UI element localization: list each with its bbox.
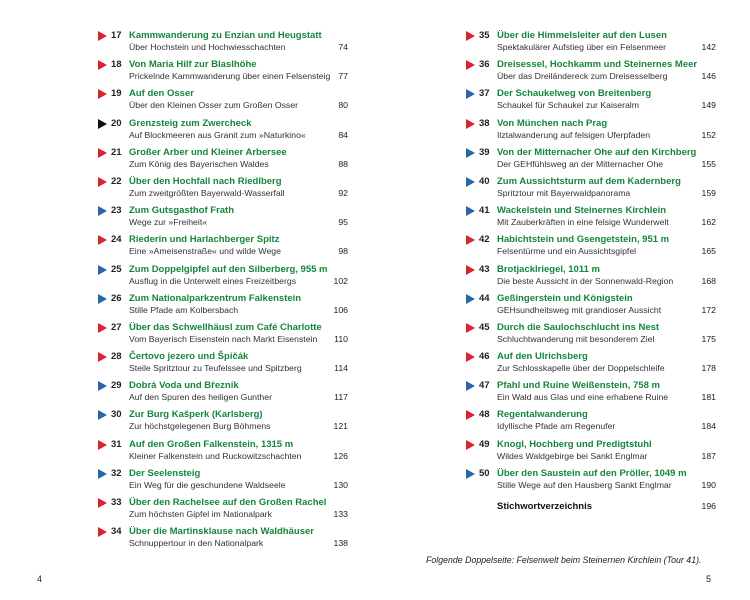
tour-number: 24: [111, 234, 122, 246]
tour-number: 31: [111, 438, 122, 450]
difficulty-marker-icon: [98, 381, 107, 391]
tour-number: 35: [479, 30, 490, 41]
toc-entry[interactable]: [98, 523, 348, 552]
tour-number: 40: [479, 175, 490, 187]
tour-subtitle: Zum König des Bayerischen Waldes: [129, 158, 269, 169]
tour-subtitle: Stille Pfade am Kolbersbach: [129, 304, 239, 315]
tour-title: Großer Arber und Kleiner Arbersee: [129, 146, 287, 158]
difficulty-marker-icon: [98, 235, 107, 245]
tour-page-number: 146: [701, 71, 716, 82]
difficulty-marker-icon: [98, 177, 107, 187]
index-entry[interactable]: [466, 498, 716, 518]
toc-entry[interactable]: [98, 377, 348, 406]
tour-page-number: 77: [338, 71, 348, 82]
tour-title: Knogl, Hochberg und Predigtstuhl: [497, 438, 652, 450]
tour-subtitle: Schnuppertour in den Nationalpark: [129, 538, 264, 549]
tour-title: Auf den Großen Falkenstein, 1315 m: [129, 438, 294, 450]
toc-entry[interactable]: [466, 348, 716, 377]
tour-number: 38: [479, 117, 490, 129]
tour-number: 19: [111, 88, 122, 100]
tour-number: 39: [479, 146, 490, 158]
tour-title: Kammwanderung zu Enzian und Heugstatt: [129, 30, 322, 41]
tour-number: 26: [111, 292, 122, 304]
toc-entry[interactable]: [466, 56, 716, 85]
tour-page-number: 117: [334, 392, 348, 403]
tour-subtitle: Mit Zauberkräften in eine felsige Wunderwelt: [497, 217, 669, 228]
tour-title: Auf den Ulrichsberg: [497, 351, 588, 363]
tour-page-number: 172: [701, 304, 716, 315]
tour-subtitle: Über das Dreiländereck zum Dreisesselberg: [497, 71, 668, 82]
tour-page-number: 162: [701, 217, 716, 228]
tour-page-number: 98: [338, 246, 348, 257]
difficulty-marker-icon: [466, 31, 475, 41]
toc-entry[interactable]: [98, 231, 348, 260]
tour-page-number: 110: [334, 333, 348, 344]
tour-title: Über das Schwellhäusl zum Café Charlotte: [129, 321, 322, 333]
tour-number: 42: [479, 234, 490, 246]
difficulty-marker-icon: [466, 206, 475, 216]
tour-page-number: 187: [701, 450, 716, 461]
tour-subtitle: Die beste Aussicht in der Sonnenwald-Region: [497, 275, 674, 286]
tour-subtitle: Prickelnde Kammwanderung über einen Felsensteig: [129, 71, 331, 82]
toc-entry[interactable]: [466, 115, 716, 144]
tour-page-number: 114: [334, 363, 348, 374]
toc-entry[interactable]: [466, 85, 716, 114]
tour-subtitle: Ein Wald aus Glas und eine erhabene Ruine: [497, 392, 669, 403]
tour-subtitle: Über Hochstein und Hochwiesschachten: [129, 42, 286, 52]
toc-entry[interactable]: [466, 202, 716, 231]
toc-entry[interactable]: [98, 56, 348, 85]
difficulty-marker-icon: [98, 148, 107, 158]
tour-page-number: 74: [338, 42, 348, 52]
toc-entry[interactable]: [466, 144, 716, 173]
difficulty-marker-icon: [98, 265, 107, 275]
tour-page-number: 159: [701, 187, 716, 198]
difficulty-marker-icon: [98, 294, 107, 304]
difficulty-marker-icon: [98, 206, 107, 216]
tour-number: 28: [111, 351, 122, 363]
difficulty-marker-icon: [98, 323, 107, 333]
tour-page-number: 88: [338, 158, 348, 169]
difficulty-marker-icon: [466, 294, 475, 304]
tour-page-number: 152: [701, 129, 716, 140]
tour-subtitle: Spritztour mit Bayerwaldpanorama: [497, 187, 631, 198]
difficulty-marker-icon: [98, 527, 107, 537]
tour-number: 48: [479, 409, 490, 421]
tour-number: 46: [479, 351, 490, 363]
toc-entry[interactable]: [98, 144, 348, 173]
difficulty-marker-icon: [466, 440, 475, 450]
tour-number: 34: [111, 526, 122, 538]
tour-number: 17: [111, 30, 122, 41]
tour-title: Von Maria Hilf zur Blaslhöhe: [129, 59, 257, 71]
toc-entry[interactable]: [98, 465, 348, 494]
page-number-left: 4: [37, 574, 43, 584]
tour-title: Brotjacklriegel, 1011 m: [497, 263, 600, 275]
tour-number: 33: [111, 497, 122, 508]
difficulty-marker-icon: [466, 119, 475, 129]
toc-entry[interactable]: [466, 406, 716, 435]
tour-title: Über den Rachelsee auf den Großen Rachel: [129, 497, 327, 508]
tour-title: Zum Doppelgipfel auf den Silberberg, 955 m: [129, 263, 328, 275]
difficulty-marker-icon: [466, 235, 475, 245]
tour-number: 20: [111, 117, 122, 129]
tour-title: Zum Aussichtsturm auf dem Kadernberg: [497, 175, 681, 187]
difficulty-marker-icon: [466, 469, 475, 479]
tour-page-number: 102: [333, 275, 348, 286]
toc-entry[interactable]: [466, 377, 716, 406]
toc-entry[interactable]: [98, 436, 348, 465]
tour-title: Habichtstein und Gsengetstein, 951 m: [497, 234, 670, 246]
tour-subtitle: Vom Bayerisch Eisenstein nach Markt Eisenstein: [129, 333, 318, 344]
tour-number: 18: [111, 59, 122, 71]
tour-title: Der Seelensteig: [129, 467, 201, 479]
difficulty-marker-icon: [98, 31, 107, 41]
toc-left-column: [98, 27, 348, 552]
tour-title: Dobrá Voda und Březník: [129, 380, 239, 392]
difficulty-marker-icon: [98, 352, 107, 362]
difficulty-marker-icon: [98, 410, 107, 420]
tour-page-number: 178: [701, 363, 716, 374]
toc-entry[interactable]: [98, 494, 348, 523]
difficulty-marker-icon: [466, 265, 475, 275]
tour-page-number: 126: [333, 450, 348, 461]
index-page-number: 196: [701, 501, 716, 511]
tour-number: 27: [111, 321, 122, 333]
toc-entry[interactable]: [466, 319, 716, 348]
tour-subtitle: Steile Spritztour zu Teufelssee und Spitzberg: [129, 363, 302, 374]
tour-page-number: 138: [333, 538, 348, 549]
toc-entry[interactable]: [466, 465, 716, 494]
difficulty-marker-icon: [466, 148, 475, 158]
tour-subtitle: Schluchtwanderung mit besonderem Ziel: [497, 333, 655, 344]
tour-page-number: 106: [333, 304, 348, 315]
toc-right-column: [466, 27, 716, 518]
tour-subtitle: Zum höchsten Gipfel im Nationalpark: [129, 509, 272, 519]
tour-subtitle: Felsentürme und ein Aussichtsgipfel: [497, 246, 637, 257]
tour-page-number: 181: [701, 392, 716, 403]
tour-page-number: 155: [701, 158, 716, 169]
tour-subtitle: Idyllische Pfade am Regenufer: [497, 421, 616, 432]
toc-entry[interactable]: [466, 231, 716, 260]
tour-number: 21: [111, 146, 122, 158]
difficulty-marker-icon: [466, 410, 475, 420]
tour-subtitle: Wildes Waldgebirge bei Sankt Englmar: [497, 450, 648, 461]
tour-number: 22: [111, 175, 122, 187]
toc-entry[interactable]: [98, 115, 348, 144]
tour-page-number: 121: [333, 421, 348, 432]
difficulty-marker-icon: [466, 60, 475, 70]
tour-subtitle: Spektakulärer Aufstieg über ein Felsenmeer: [497, 42, 667, 52]
toc-entry[interactable]: [98, 290, 348, 319]
toc-entry[interactable]: [466, 27, 716, 56]
tour-title: Riederin und Harlachberger Spitz: [129, 234, 280, 246]
tour-subtitle: Auf Blockmeeren aus Granit zum »Naturkino«: [129, 129, 306, 140]
difficulty-marker-icon: [98, 498, 107, 508]
tour-page-number: 175: [701, 333, 716, 344]
tour-subtitle: Eine »Ameisenstraße« und wilde Wege: [129, 246, 281, 257]
tour-title: Über die Martinsklause nach Waldhäuser: [129, 526, 314, 538]
tour-number: 30: [111, 409, 122, 421]
tour-page-number: 168: [701, 275, 716, 286]
tour-title: Der Schaukelweg von Breitenberg: [497, 88, 652, 100]
difficulty-marker-icon: [98, 60, 107, 70]
difficulty-marker-icon: [98, 89, 107, 99]
toc-entry[interactable]: [98, 27, 348, 56]
tour-subtitle: GEHsundheitsweg mit grandioser Aussicht: [497, 304, 662, 315]
footnote: Folgende Doppelseite: Felsenwelt beim Steinernen Kirchlein (Tour 41).: [426, 555, 702, 565]
tour-page-number: 80: [338, 100, 348, 111]
toc-entry[interactable]: [98, 173, 348, 202]
toc-entry[interactable]: [98, 85, 348, 114]
tour-subtitle: Zum zweitgrößten Bayerwald-Wasserfall: [129, 187, 285, 198]
tour-subtitle: Wege zur »Freiheit«: [129, 217, 208, 228]
tour-subtitle: Ilztalwanderung auf felsigen Uferpfaden: [497, 129, 651, 140]
tour-title: Über die Himmelsleiter auf den Lusen: [497, 30, 667, 41]
tour-page-number: 133: [333, 509, 348, 519]
tour-subtitle: Stille Wege auf den Hausberg Sankt Englmar: [497, 479, 672, 490]
toc-entry[interactable]: [98, 348, 348, 377]
toc-entry[interactable]: [98, 202, 348, 231]
tour-subtitle: Schaukel für Schaukel zur Kaiseralm: [497, 100, 639, 111]
tour-number: 47: [479, 380, 490, 392]
tour-subtitle: Kleiner Falkenstein und Ruckowitzschachten: [129, 450, 302, 461]
toc-entry[interactable]: [98, 261, 348, 290]
tour-number: 45: [479, 321, 490, 333]
difficulty-marker-icon: [98, 119, 107, 129]
tour-number: 50: [479, 467, 490, 479]
tour-title: Zum Nationalparkzentrum Falkenstein: [129, 292, 302, 304]
tour-subtitle: Der GEHfühlsweg an der Mitternacher Ohe: [497, 158, 664, 169]
difficulty-marker-icon: [466, 352, 475, 362]
tour-title: Regentalwanderung: [497, 409, 588, 421]
tour-number: 23: [111, 205, 122, 217]
tour-title: Von der Mitternacher Ohe auf den Kirchberg: [497, 146, 697, 158]
page-number-right: 5: [706, 574, 712, 584]
tour-page-number: 130: [333, 479, 348, 490]
tour-page-number: 190: [701, 479, 716, 490]
toc-entry[interactable]: [98, 406, 348, 435]
tour-subtitle: Zur Schlosskapelle über der Doppelschleife: [497, 363, 665, 374]
tour-title: Pfahl und Ruine Weißenstein, 758 m: [497, 380, 660, 392]
difficulty-marker-icon: [98, 440, 107, 450]
tour-title: Čertovo jezero und Špičák: [129, 351, 249, 363]
difficulty-marker-icon: [466, 381, 475, 391]
tour-title: Wackelstein und Steinernes Kirchlein: [497, 205, 667, 217]
tour-number: 29: [111, 380, 122, 392]
tour-subtitle: Zur höchstgelegenen Burg Böhmens: [129, 421, 271, 432]
difficulty-marker-icon: [466, 177, 475, 187]
tour-subtitle: Auf den Spuren des heiligen Gunther: [129, 392, 272, 403]
tour-title: Dreisessel, Hochkamm und Steinernes Meer: [497, 59, 698, 71]
toc-entry[interactable]: [466, 436, 716, 465]
tour-number: 32: [111, 467, 122, 479]
tour-number: 41: [479, 205, 490, 217]
tour-page-number: 149: [701, 100, 716, 111]
tour-number: 49: [479, 438, 490, 450]
toc-entry[interactable]: [466, 290, 716, 319]
tour-page-number: 84: [338, 129, 348, 140]
tour-number: 36: [479, 59, 490, 71]
index-title: Stichwortverzeichnis: [497, 501, 593, 512]
tour-subtitle: Ein Weg für die geschundene Waldseele: [129, 479, 286, 490]
toc-entry[interactable]: [98, 319, 348, 348]
tour-page-number: 165: [701, 246, 716, 257]
tour-title: Durch die Saulochschlucht ins Nest: [497, 321, 660, 333]
tour-title: Zur Burg Kašperk (Karlsberg): [129, 409, 263, 421]
tour-number: 43: [479, 263, 490, 275]
tour-page-number: 184: [701, 421, 716, 432]
tour-title: Über den Saustein auf den Pröller, 1049 m: [497, 467, 687, 479]
difficulty-marker-icon: [98, 469, 107, 479]
tour-number: 44: [479, 292, 490, 304]
tour-number: 25: [111, 263, 122, 275]
tour-subtitle: Ausflug in die Unterwelt eines Freizeitbergs: [129, 275, 297, 286]
tour-page-number: 92: [338, 187, 348, 198]
toc-entry[interactable]: [466, 261, 716, 290]
tour-page-number: 142: [701, 42, 716, 52]
difficulty-marker-icon: [466, 323, 475, 333]
tour-title: Zum Gutsgasthof Frath: [129, 205, 235, 217]
tour-title: Auf den Osser: [129, 88, 194, 100]
tour-title: Grenzsteig zum Zwercheck: [129, 117, 252, 129]
difficulty-marker-icon: [466, 89, 475, 99]
tour-number: 37: [479, 88, 490, 100]
toc-entry[interactable]: [466, 173, 716, 202]
tour-page-number: 95: [338, 217, 348, 228]
tour-title: Über den Hochfall nach Riedlberg: [129, 175, 282, 187]
tour-title: Von München nach Prag: [497, 117, 608, 129]
tour-subtitle: Über den Kleinen Osser zum Großen Osser: [129, 100, 298, 111]
tour-title: Geßingerstein und Königstein: [497, 292, 633, 304]
